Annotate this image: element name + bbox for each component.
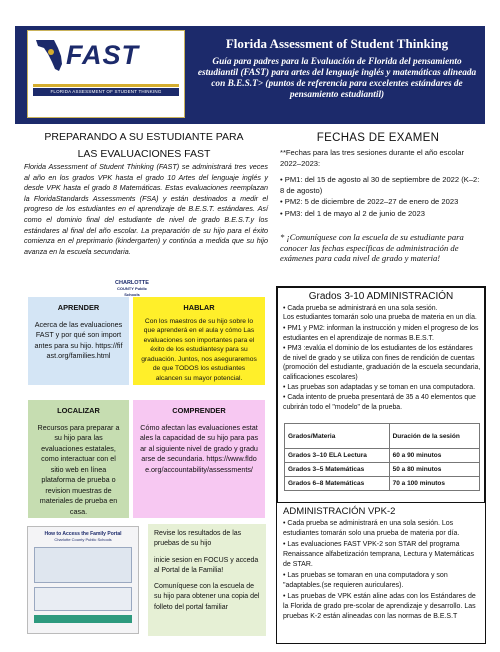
table-row [285, 477, 480, 491]
localizar-body: Recursos para preparar a su hijo para las evaluaciones estatales, como interactuar con el sitio web en línea plataforma de prueba o revision muestras de materiales de prueba en casa. [37, 422, 120, 516]
aprender-body: Acerca de las evaluaciones FAST y por qué son importantes para su hijo. https://fifast.org/families.html [34, 319, 123, 360]
charlotte-logo [112, 280, 152, 298]
table-header-row [285, 424, 480, 449]
reminder-text-1: Revise los resultados de las pruebas de su hijo [154, 530, 242, 548]
pm2-date: • PM2: 5 de diciembre de 2022–27 de enero de 2023 [280, 197, 459, 206]
hablar-title: HABLAR [183, 303, 215, 312]
localizar-title: LOCALIZAR [57, 406, 100, 415]
comprender-body: Cómo afectan las evaluaciones estatales la capacidad de su hijo para pasar al siguiente nivel de grado y graduarse de secundaria. https://www.fldoe.org/accountability/assessments/ [139, 422, 259, 474]
logo-strip-text: FLORIDA ASSESSMENT OF STUDENT THINKING [33, 88, 179, 96]
table-header: Duración de la sesión [389, 424, 479, 449]
vpk-line-3: • Las pruebas se tomaran en una computadora y son "adaptables.(se requieren auriculares). [283, 572, 448, 590]
thumbnail-title: How to Access the Family Portal [44, 531, 122, 537]
table-cell: Grados 6–8 Matemáticas [285, 477, 390, 491]
hablar-body: Con los maestros de su hijo sobre lo que aprenderá en el aula y cómo Las evaluaciones son importantes para el éxito de los estudiantesy para su graduación. Juntos, nos aseguraremos de que TODOS los estudiantes alcancen su mayor potencial. [141, 317, 257, 383]
charlotte-line1: CHARLOTTE [115, 280, 149, 286]
aprender-title: APRENDER [57, 303, 100, 312]
pm3-date: • PM3: del 1 de mayo al 2 de junio de 2023 [280, 209, 425, 218]
hablar-box [133, 297, 265, 385]
grades-line-4: • PM3 :evalúa el dominio de los estudiantes de los estándares de nivel de grado y se utiliza con fines de rendición de cuentas (promoción del estudiante, graduación de la escuela secundaria, calificaciones escolares) [283, 345, 481, 381]
localizar-box [28, 400, 129, 518]
reminder-text-2: inicie sesion en FOCUS y acceda al Portal de la Familia! [154, 556, 259, 574]
intro-body: Florida Assessment of Student Thinking (FAST) se administrará tres veces al año en los grados VPK hasta el grado 10 Artes del lenguaje inglés y desde VPK hasta el grado 8 Matemáticas. Estas evaluaciones reemplazan la FloridaStandards Assessments (FSA) y están destinados a medir el progreso de los estudiantes en el aprendizaje de B.E.S.T. estándares. Así como el dominio final del estudiante de nivel de grado B.E.S.T.y los estándares al final del año escolar. La preparación de su hijo para el éxito comienza en el preprimario (kindergarten) y continúa a medida que su hijo avanza en la escuela secundaria. [24, 162, 268, 256]
thumbnail-screen [34, 547, 132, 583]
fechas-intro: **Fechas para las tres sesiones durante el año escolar 2022–2023: [280, 148, 465, 168]
grades-line-2: Los estudiantes tomarán solo una prueba de materia en un día. [283, 314, 477, 321]
duration-table [284, 423, 480, 491]
grades-line-6: • Cada intento de prueba presentará de 35 a 40 elementos que cubrirán todo el "modelo" de la prueba. [283, 394, 476, 411]
table-header: Grados/Materia [285, 424, 390, 449]
thumbnail-screen [34, 587, 132, 611]
grades-line-1: • Cada prueba se administrará en una sola sesión. [283, 305, 438, 312]
grades-line-5: • Las pruebas son adaptadas y se toman en una computadora. [283, 384, 476, 391]
table-row [285, 449, 480, 463]
header-subtitle: Guía para padres para la Evaluación de Florida del pensamiento estudiantil (FAST) para artes del lenguaje inglés y matemáticas alineada con B.E.S.T> (puntos de referencia para excelentes estándares de pensamiento estudiantil) [197, 57, 477, 100]
family-portal-thumbnail [27, 526, 139, 634]
vpk-line-2: • Las evaluaciones FAST VPK-2 son STAR del programa Renaissance alfabetización temprana, Lectura y Matemáticas de STAR. [283, 541, 475, 569]
charlotte-line2: COUNTY Public Schools [117, 286, 147, 297]
vpk-title: ADMINISTRACIÓN VPK-2 [283, 506, 396, 517]
intro-title-line2: LAS EVALUACIONES FAST [77, 148, 211, 160]
table-cell: Grados 3–5 Matemáticas [285, 463, 390, 477]
table-cell: 50 a 80 minutos [389, 463, 479, 477]
comprender-title: COMPRENDER [172, 406, 226, 415]
pm1-date: • PM1: del 15 de agosto al 30 de septiembre de 2022 (K–2: 8 de agosto) [280, 175, 480, 195]
table-cell: Grados 3–10 ELA Lectura [285, 449, 390, 463]
thumbnail-bar [34, 615, 132, 623]
vpk-line-1: • Cada prueba se administrará en una sola sesión. Los estudiantes tomarán solo una prueba de materia por día. [283, 520, 460, 538]
florida-map-icon [34, 36, 64, 74]
logo-word: FAST [66, 40, 140, 70]
intro-title [20, 129, 268, 163]
comprender-box [133, 400, 265, 518]
reminder-text-3: Comuníquese con la escuela de su hijo para obtener una copia del folleto del portal familiar [154, 583, 260, 611]
table-row [285, 463, 480, 477]
vpk-line-4: • Las pruebas de VPK están aline adas con los Estándares de la Florida de grado pre-scolar de aprendizaje y desarrollo. Las pruebas K-2 están alineadas con las normas de B.E.S.T [283, 593, 476, 621]
intro-title-line1: PREPARANDO A SU ESTUDIANTE PARA [44, 131, 244, 143]
header-title: Florida Assessment of Student Thinking [225, 36, 449, 51]
portal-reminder-box [148, 524, 266, 636]
logo-gold-bar [33, 84, 179, 87]
aprender-box [28, 297, 129, 385]
thumbnail-subtitle: Charlotte County Public Schools [54, 537, 112, 542]
table-cell: 70 a 100 minutos [389, 477, 479, 491]
table-cell: 60 a 90 minutos [389, 449, 479, 463]
grades-line-3: • PM1 y PM2: informan la instrucción y miden el progreso de los estudiantes en el aprendizaje de normas B.E.S.T. [283, 325, 479, 342]
fechas-note: * ¡Comuníquese con la escuela de su estudiante para conocer las fechas específicas de administración de exámenes para cada nivel de grado y materia! [280, 232, 464, 263]
fechas-title: FECHAS DE EXAMEN [316, 132, 440, 144]
grades-title: Grados 3-10 ADMINISTRACIÓN [308, 291, 454, 302]
